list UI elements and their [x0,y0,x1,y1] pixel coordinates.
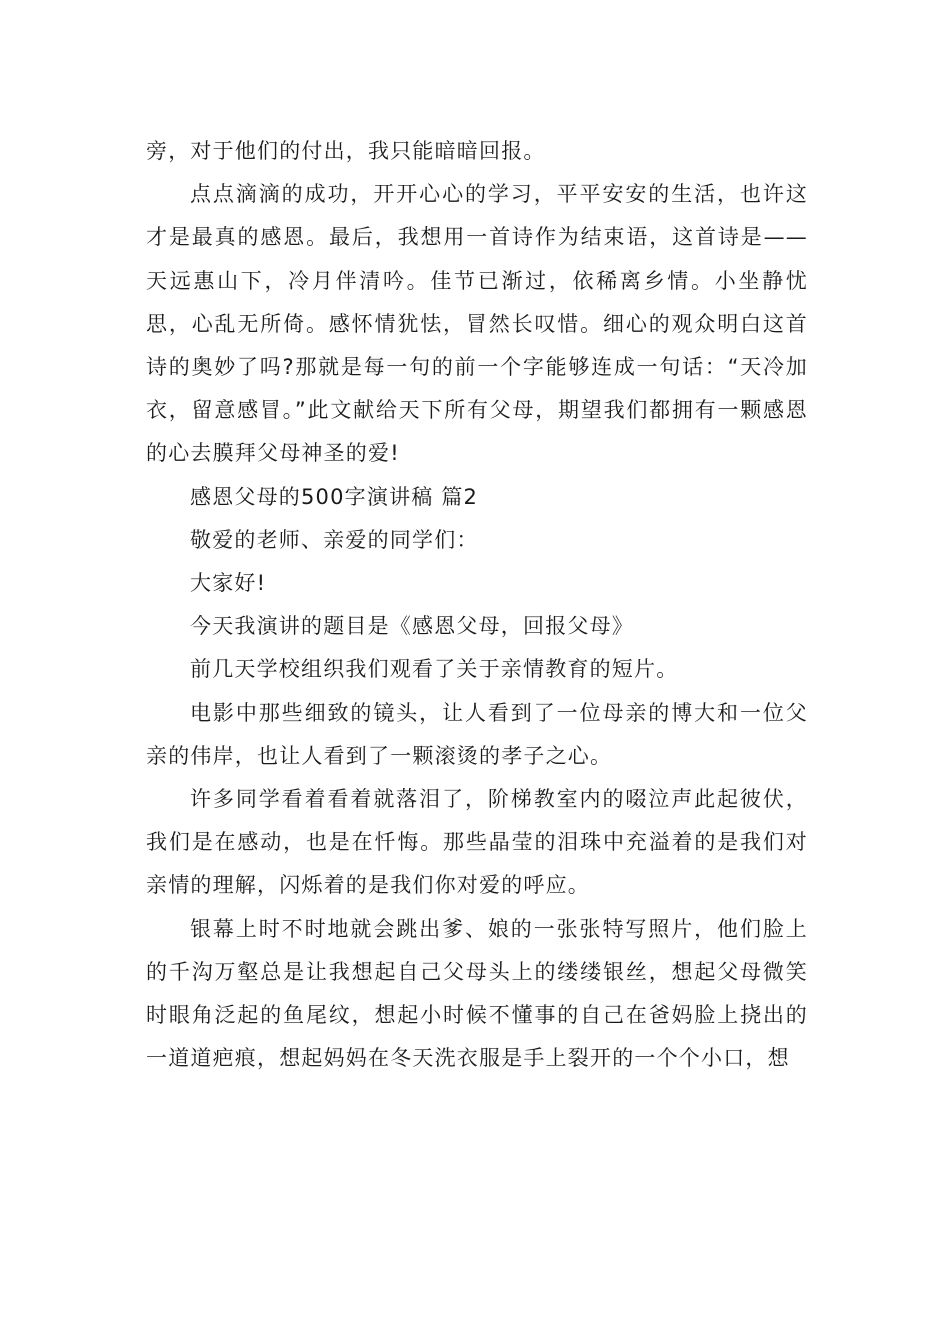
paragraph-7: 前几天学校组织我们观看了关于亲情教育的短片。 [190,657,679,682]
paragraph-2: 点点滴滴的成功，开开心心的学习，平平安安的生活，也许这才是最真的感恩。最后，我想用一首诗作为结束语，这首诗是——天远惠山下，冷月伴清吟。佳节已渐过，依稀离乡情。小坐静忧思，心乱无所倚。感怀情犹怯，冒然长叹惜。细心的观众明白这首诗的奥妙了吗?那就是每一句的前一个字能够连成一句话：“天冷加衣，留意感冒。”此文献给天下所有父母，期望我们都拥有一颗感恩的心去膜拜父母神圣的爱! [146,182,808,466]
speech-topic: 今天我演讲的题目是《感恩父母，回报父母》 [190,614,634,639]
paragraph-9: 许多同学看着看着就落泪了，阶梯教室内的啜泣声此起彼伏，我们是在感动，也是在忏悔。那些晶莹的泪珠中充溢着的是我们对亲情的理解，闪烁着的是我们你对爱的呼应。 [146,787,808,898]
salutation: 敬爱的老师、亲爱的同学们： [190,527,479,552]
paragraph-8: 电影中那些细致的镜头，让人看到了一位母亲的博大和一位父亲的伟岸，也让人看到了一颗滚烫的孝子之心。 [146,700,808,768]
greeting: 大家好! [190,571,267,596]
section-heading: 感恩父母的500字演讲稿 篇2 [190,484,479,509]
paragraph-10: 银幕上时不时地就会跳出爹、娘的一张张特写照片，他们脸上的千沟万壑总是让我想起自己父母头上的缕缕银丝，想起父母微笑时眼角泛起的鱼尾纹，想起小时候不懂事的自己在爸妈脸上挠出的一道道疤痕，想起妈妈在冬天洗衣服是手上裂开的一个个小口，想 [146,916,808,1071]
paragraph-1: 旁，对于他们的付出，我只能暗暗回报。 [146,139,546,163]
document-body [146,130,808,1080]
